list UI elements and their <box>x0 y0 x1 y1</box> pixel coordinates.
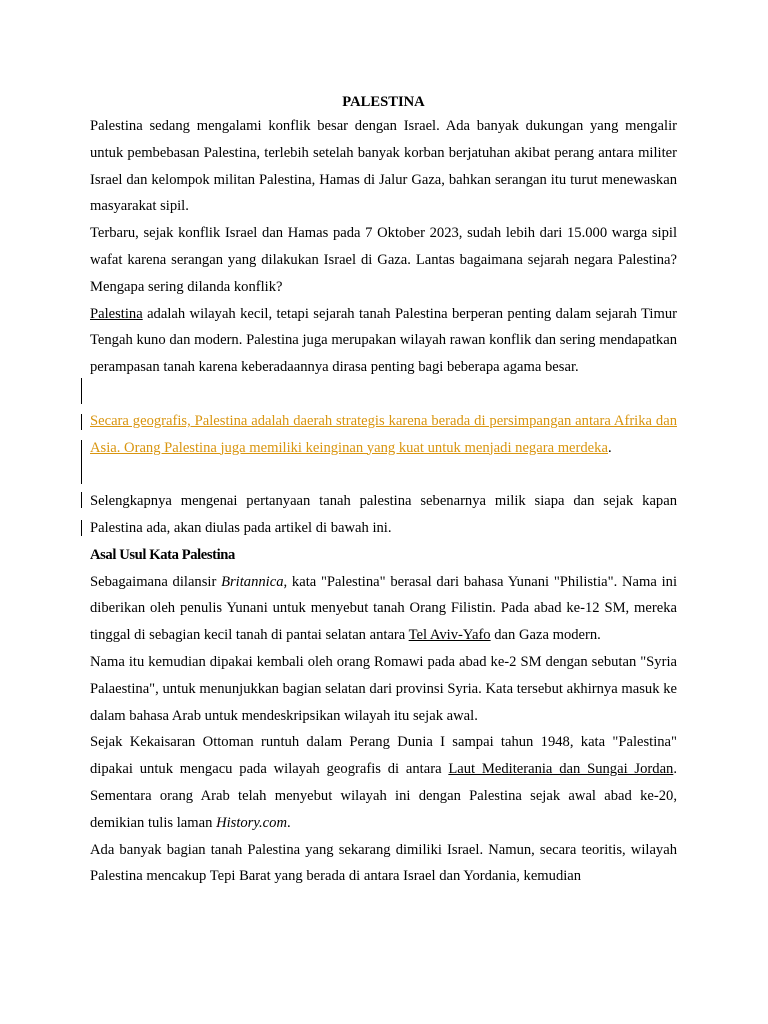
paragraph-intro: Palestina sedang mengalami konflik besar dengan Israel. Ada banyak dukungan yang mengalir untuk pembebasan Palestina, terlebih setelah banyak korban berjatuhan akibat perang antara militer Israel dan kelompok militan Palestina, Hamas di Jalur Gaza, bahkan serangan itu turut menewaskan masyarakat sipil. <box>90 118 677 215</box>
document-page <box>90 91 677 890</box>
text-span: Sejak Kekaisaran Ottoman runtuh dalam Perang Dunia I sampai tahun 1948, kata "Palestina" dipakai untuk mengacu pada wilayah geografis di antara <box>90 734 677 778</box>
blank-line <box>90 461 677 488</box>
palestina-link[interactable]: Palestina <box>90 305 143 322</box>
source-britannica: Britannica <box>221 573 284 590</box>
text-span: . Sementara orang Arab telah menyebut wilayah ini dengan Palestina sejak awal abad ke-20, demikian tulis laman <box>90 761 677 831</box>
blank-line <box>90 381 677 408</box>
text-span: . <box>287 814 291 831</box>
paragraph-territory: Ada banyak bagian tanah Palestina yang sekarang dimiliki Israel. Namun, secara teoritis, wilayah Palestina mencakup Tepi Barat yang berada di antara Israel dan Yordania, kemudian <box>90 841 677 885</box>
paragraph-origin <box>90 569 677 649</box>
section-heading: Asal Usul Kata Palestina <box>90 546 235 563</box>
document-title: PALESTINA <box>342 94 425 110</box>
text-span: Sebagaimana dilansir <box>90 573 222 590</box>
paragraph-region-text: adalah wilayah kecil, tetapi sejarah tanah Palestina berperan penting dalam sejarah Timur Tengah kuno dan modern. Palestina juga merupakan wilayah rawan konflik dan sering mendapatkan perampasan tanah karena keberadaannya dirasa penting bagi beberapa agama besar. <box>90 305 677 376</box>
paragraph-region <box>90 301 677 381</box>
paragraph-more: Selengkapnya mengenai pertanyaan tanah palestina sebenarnya milik siapa dan sejak kapan Palestina ada, akan diulas pada artikel di bawah ini. <box>90 493 677 536</box>
paragraph-highlight <box>90 408 677 462</box>
tel-aviv-link[interactable]: Tel Aviv-Yafo <box>408 627 491 644</box>
text-span: , kata "Palestina" berasal dari bahasa Yunani "Philistia". Nama ini diberikan oleh penulis Yunani untuk menyebut tanah Orang Filistin. Pada abad ke-12 SM, mereka tinggal di sebagian kecil tanah di pantai selatan antara <box>90 573 677 644</box>
source-history: History.com <box>216 814 288 831</box>
paragraph-roman: Nama itu kemudian dipakai kembali oleh orang Romawi pada abad ke-2 SM dengan sebutan "Syria Palaestina", untuk menunjukkan bagian selatan dari provinsi Syria. Kata tersebut akhirnya masuk ke dalam bahasa Arab untuk mendeskripsikan wilayah itu sejak awal. <box>90 653 677 724</box>
change-bar <box>81 492 82 508</box>
highlight-period: . <box>607 439 612 456</box>
change-bar <box>81 520 82 536</box>
paragraph-latest: Terbaru, sejak konflik Israel dan Hamas pada 7 Oktober 2023, sudah lebih dari 15.000 warga sipil wafat karena serangan yang dilakukan Israel di Gaza. Lantas bagaimana sejarah negara Palestina? Mengapa sering dilanda konflik? <box>90 225 677 295</box>
change-bar <box>81 378 82 404</box>
text-span: dan Gaza modern. <box>490 627 601 644</box>
paragraph-ottoman <box>90 729 677 836</box>
highlighted-text[interactable]: Secara geografis, Palestina adalah daerah strategis karena berada di persimpangan antara Afrika dan Asia. Orang Palestina juga memiliki keinginan yang kuat untuk menjadi negara merdeka <box>90 412 677 456</box>
mediterranean-jordan-link[interactable]: Laut Mediterania dan Sungai Jordan <box>448 761 674 778</box>
change-bar <box>81 414 82 430</box>
change-bar <box>81 440 82 484</box>
